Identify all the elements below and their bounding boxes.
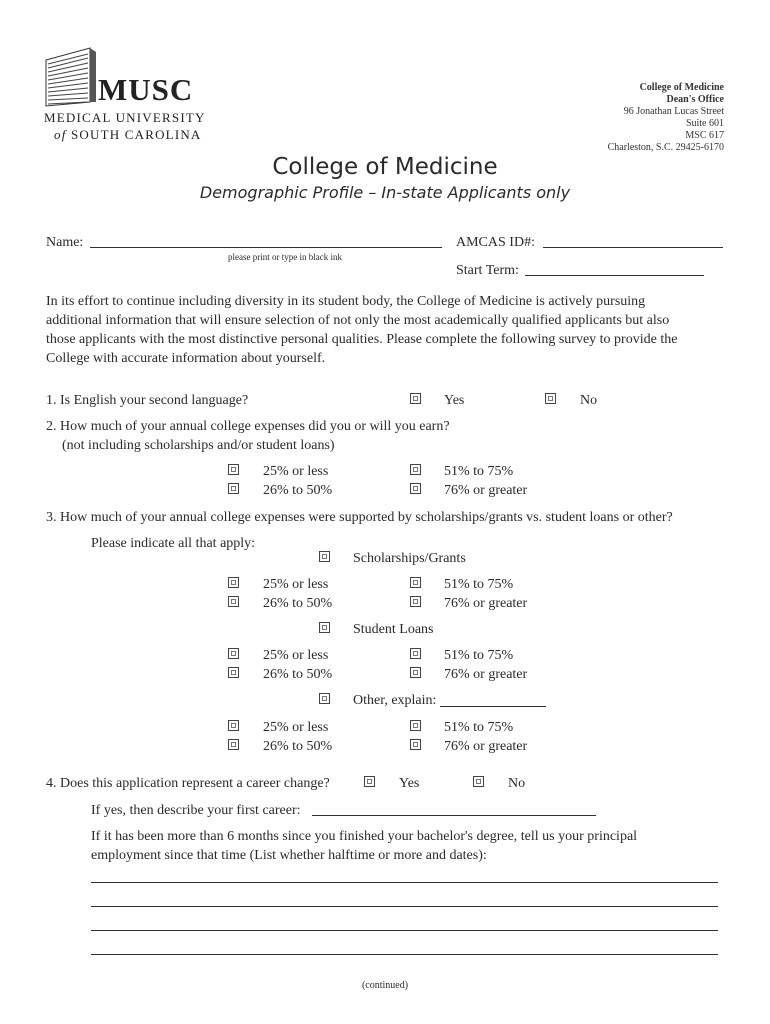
q3-g2-opt3-checkbox[interactable] bbox=[410, 648, 421, 659]
q3-group3-label: Other, explain: bbox=[353, 693, 437, 708]
q4-employment-text bbox=[91, 827, 637, 865]
q4-first-career-field[interactable] bbox=[312, 815, 596, 816]
office-line1: College of Medicine bbox=[639, 82, 724, 93]
q1-yes-label: Yes bbox=[444, 393, 465, 408]
q3-g3-opt2-checkbox[interactable] bbox=[228, 739, 239, 750]
amcas-label: AMCAS ID#: bbox=[456, 235, 535, 250]
q3-g2-opt4-checkbox[interactable] bbox=[410, 667, 421, 678]
q3-g2-opt2-checkbox[interactable] bbox=[228, 667, 239, 678]
musc-logo bbox=[44, 46, 244, 146]
q3-g1-opt4-label: 76% or greater bbox=[444, 596, 528, 611]
q2-opt4-checkbox[interactable] bbox=[410, 483, 421, 494]
logo-line2 bbox=[54, 127, 202, 143]
intro-line: In its effort to continue including diversity in its student body, the College of Medicine is actively pursuing bbox=[46, 294, 646, 309]
q4-no-checkbox[interactable] bbox=[473, 776, 484, 787]
q1-yes-checkbox[interactable] bbox=[410, 393, 421, 404]
q3-g1-opt2-checkbox[interactable] bbox=[228, 596, 239, 607]
q3-other-field[interactable] bbox=[440, 706, 546, 707]
q3-g3-opt1-checkbox[interactable] bbox=[228, 720, 239, 731]
q3-g3-opt1-label: 25% or less bbox=[263, 720, 329, 735]
q3-group1-checkbox[interactable] bbox=[319, 551, 330, 562]
employment-answer-line[interactable] bbox=[91, 954, 718, 955]
q3-g3-opt4-checkbox[interactable] bbox=[410, 739, 421, 750]
q2-opt2-checkbox[interactable] bbox=[228, 483, 239, 494]
q2-opt3-label: 51% to 75% bbox=[444, 464, 514, 479]
q3-g3-opt4-label: 76% or greater bbox=[444, 739, 528, 754]
q3-g2-opt1-label: 25% or less bbox=[263, 648, 329, 663]
employment-answer-line[interactable] bbox=[91, 882, 718, 883]
q2-text: 2. How much of your annual college expenses did you or will you earn? bbox=[46, 419, 450, 434]
office-line3: 96 Jonathan Lucas Street bbox=[623, 106, 724, 117]
q2-opt2-label: 26% to 50% bbox=[263, 483, 333, 498]
q3-g1-opt3-label: 51% to 75% bbox=[444, 577, 514, 592]
q2-opt3-checkbox[interactable] bbox=[410, 464, 421, 475]
office-line6: Charleston, S.C. 29425-6170 bbox=[607, 142, 724, 153]
building-icon bbox=[44, 46, 98, 108]
employment-answer-line[interactable] bbox=[91, 930, 718, 931]
q3-g2-opt3-label: 51% to 75% bbox=[444, 648, 514, 663]
q1-no-checkbox[interactable] bbox=[545, 393, 556, 404]
q1-no-label: No bbox=[580, 393, 598, 408]
q3-group3-checkbox[interactable] bbox=[319, 693, 330, 704]
q2-opt1-label: 25% or less bbox=[263, 464, 329, 479]
q3-g3-opt2-label: 26% to 50% bbox=[263, 739, 333, 754]
logo-line1: MEDICAL UNIVERSITY bbox=[44, 110, 206, 125]
q3-group2-checkbox[interactable] bbox=[319, 622, 330, 633]
q3-group1-label: Scholarships/Grants bbox=[353, 551, 466, 566]
q4-employment-line: employment since that time (List whether halftime or more and dates): bbox=[91, 848, 487, 863]
q4-first-career-label: If yes, then describe your first career: bbox=[91, 803, 301, 818]
q2-opt1-checkbox[interactable] bbox=[228, 464, 239, 475]
q3-group2-label: Student Loans bbox=[353, 622, 434, 637]
q3-g2-opt2-label: 26% to 50% bbox=[263, 667, 333, 682]
q3-g1-opt1-checkbox[interactable] bbox=[228, 577, 239, 588]
q4-yes-checkbox[interactable] bbox=[364, 776, 375, 787]
page-subtitle: Demographic Profile – In-state Applicants only bbox=[199, 183, 571, 202]
q4-yes-label: Yes bbox=[399, 776, 420, 791]
office-address bbox=[608, 82, 724, 154]
intro-line: additional information that will ensure selection of not only the most academically qualified applicants but also bbox=[46, 313, 670, 328]
q3-g3-opt3-checkbox[interactable] bbox=[410, 720, 421, 731]
logo-wordmark: MUSC bbox=[98, 72, 194, 107]
q3-g3-opt3-label: 51% to 75% bbox=[444, 720, 514, 735]
office-line5: MSC 617 bbox=[685, 130, 724, 141]
start-term-label: Start Term: bbox=[456, 263, 519, 278]
q4-text: 4. Does this application represent a career change? bbox=[46, 776, 330, 791]
q3-text: 3. How much of your annual college expenses were supported by scholarships/grants vs. student loans or other? bbox=[46, 510, 673, 525]
q3-g2-opt4-label: 76% or greater bbox=[444, 667, 528, 682]
q3-g1-opt4-checkbox[interactable] bbox=[410, 596, 421, 607]
amcas-field[interactable] bbox=[543, 247, 723, 248]
intro-line: those applicants with the most distinctive personal qualities. Please complete the following survey to provide the bbox=[46, 332, 678, 347]
q4-no-label: No bbox=[508, 776, 526, 791]
q2-note: (not including scholarships and/or student loans) bbox=[62, 438, 335, 453]
name-hint: please print or type in black ink bbox=[228, 252, 342, 262]
q3-g2-opt1-checkbox[interactable] bbox=[228, 648, 239, 659]
q3-instruction: Please indicate all that apply: bbox=[91, 536, 256, 551]
employment-answer-line[interactable] bbox=[91, 906, 718, 907]
name-label: Name: bbox=[46, 235, 84, 250]
name-field[interactable] bbox=[90, 247, 442, 248]
q4-employment-line: If it has been more than 6 months since you finished your bachelor's degree, tell us your principal bbox=[91, 829, 638, 844]
q3-g1-opt2-label: 26% to 50% bbox=[263, 596, 333, 611]
continued-note: (continued) bbox=[361, 980, 409, 991]
office-line4: Suite 601 bbox=[685, 118, 724, 129]
start-term-field[interactable] bbox=[525, 275, 704, 276]
intro-line: College with accurate information about yourself. bbox=[46, 351, 326, 366]
q2-opt4-label: 76% or greater bbox=[444, 483, 528, 498]
intro-paragraph bbox=[46, 292, 677, 368]
q1-text: 1. Is English your second language? bbox=[46, 393, 249, 408]
office-line2: Dean's Office bbox=[666, 94, 724, 105]
logo-sc: SOUTH CAROLINA bbox=[70, 127, 202, 142]
page-title: College of Medicine bbox=[272, 154, 498, 180]
q3-g1-opt3-checkbox[interactable] bbox=[410, 577, 421, 588]
q3-g1-opt1-label: 25% or less bbox=[263, 577, 329, 592]
logo-of: of bbox=[54, 127, 67, 142]
